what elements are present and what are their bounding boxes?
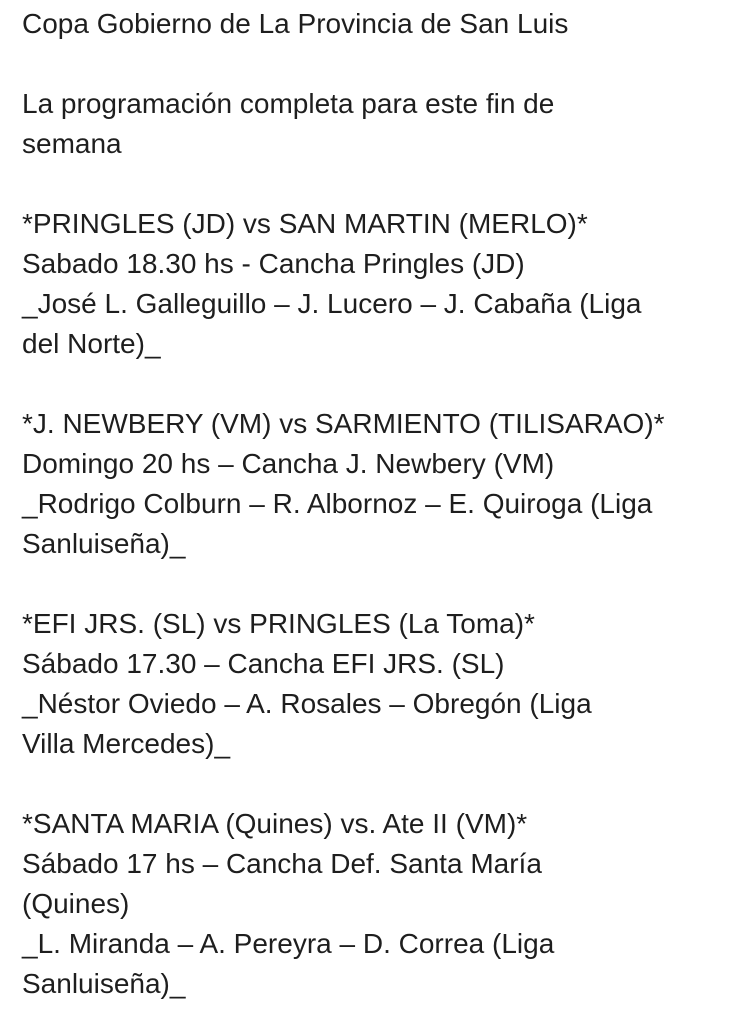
match-referees-line-2: del Norte)_ bbox=[22, 328, 161, 359]
message-text bbox=[22, 0, 732, 1004]
match-referees-line-1: _José L. Galleguillo – J. Lucero – J. Cabaña (Liga bbox=[22, 288, 642, 319]
page-title: Copa Gobierno de La Provincia de San Luis bbox=[22, 8, 569, 39]
match-schedule: Domingo 20 hs – Cancha J. Newbery (VM) bbox=[22, 448, 555, 479]
spacer bbox=[22, 764, 732, 804]
match-schedule: Sábado 17.30 – Cancha EFI JRS. (SL) bbox=[22, 648, 505, 679]
intro-text-line-1: La programación completa para este fin de bbox=[22, 88, 555, 119]
match-block-4 bbox=[22, 804, 732, 1004]
match-referees-line-1: _L. Miranda – A. Pereyra – D. Correa (Liga bbox=[22, 928, 555, 959]
intro-text-line-2: semana bbox=[22, 128, 122, 159]
match-teams: *PRINGLES (JD) vs SAN MARTIN (MERLO)* bbox=[22, 208, 588, 239]
spacer bbox=[22, 564, 732, 604]
match-teams: *EFI JRS. (SL) vs PRINGLES (La Toma)* bbox=[22, 608, 535, 639]
spacer bbox=[22, 364, 732, 404]
match-schedule-line-2: (Quines) bbox=[22, 888, 130, 919]
match-referees-line-2: Sanluiseña)_ bbox=[22, 968, 186, 999]
match-block-1 bbox=[22, 204, 732, 364]
match-teams: *SANTA MARIA (Quines) vs. Ate II (VM)* bbox=[22, 808, 528, 839]
match-referees-line-1: _Rodrigo Colburn – R. Albornoz – E. Quiroga (Liga bbox=[22, 488, 653, 519]
match-schedule-line-1: Sábado 17 hs – Cancha Def. Santa María bbox=[22, 848, 542, 879]
match-referees-line-2: Villa Mercedes)_ bbox=[22, 728, 231, 759]
match-block-2 bbox=[22, 404, 732, 564]
match-referees-line-1: _Néstor Oviedo – A. Rosales – Obregón (Liga bbox=[22, 688, 592, 719]
match-referees-line-2: Sanluiseña)_ bbox=[22, 528, 186, 559]
spacer bbox=[22, 164, 732, 204]
match-block-3 bbox=[22, 604, 732, 764]
match-teams: *J. NEWBERY (VM) vs SARMIENTO (TILISARAO)* bbox=[22, 408, 665, 439]
spacer bbox=[22, 44, 732, 84]
match-schedule: Sabado 18.30 hs - Cancha Pringles (JD) bbox=[22, 248, 525, 279]
